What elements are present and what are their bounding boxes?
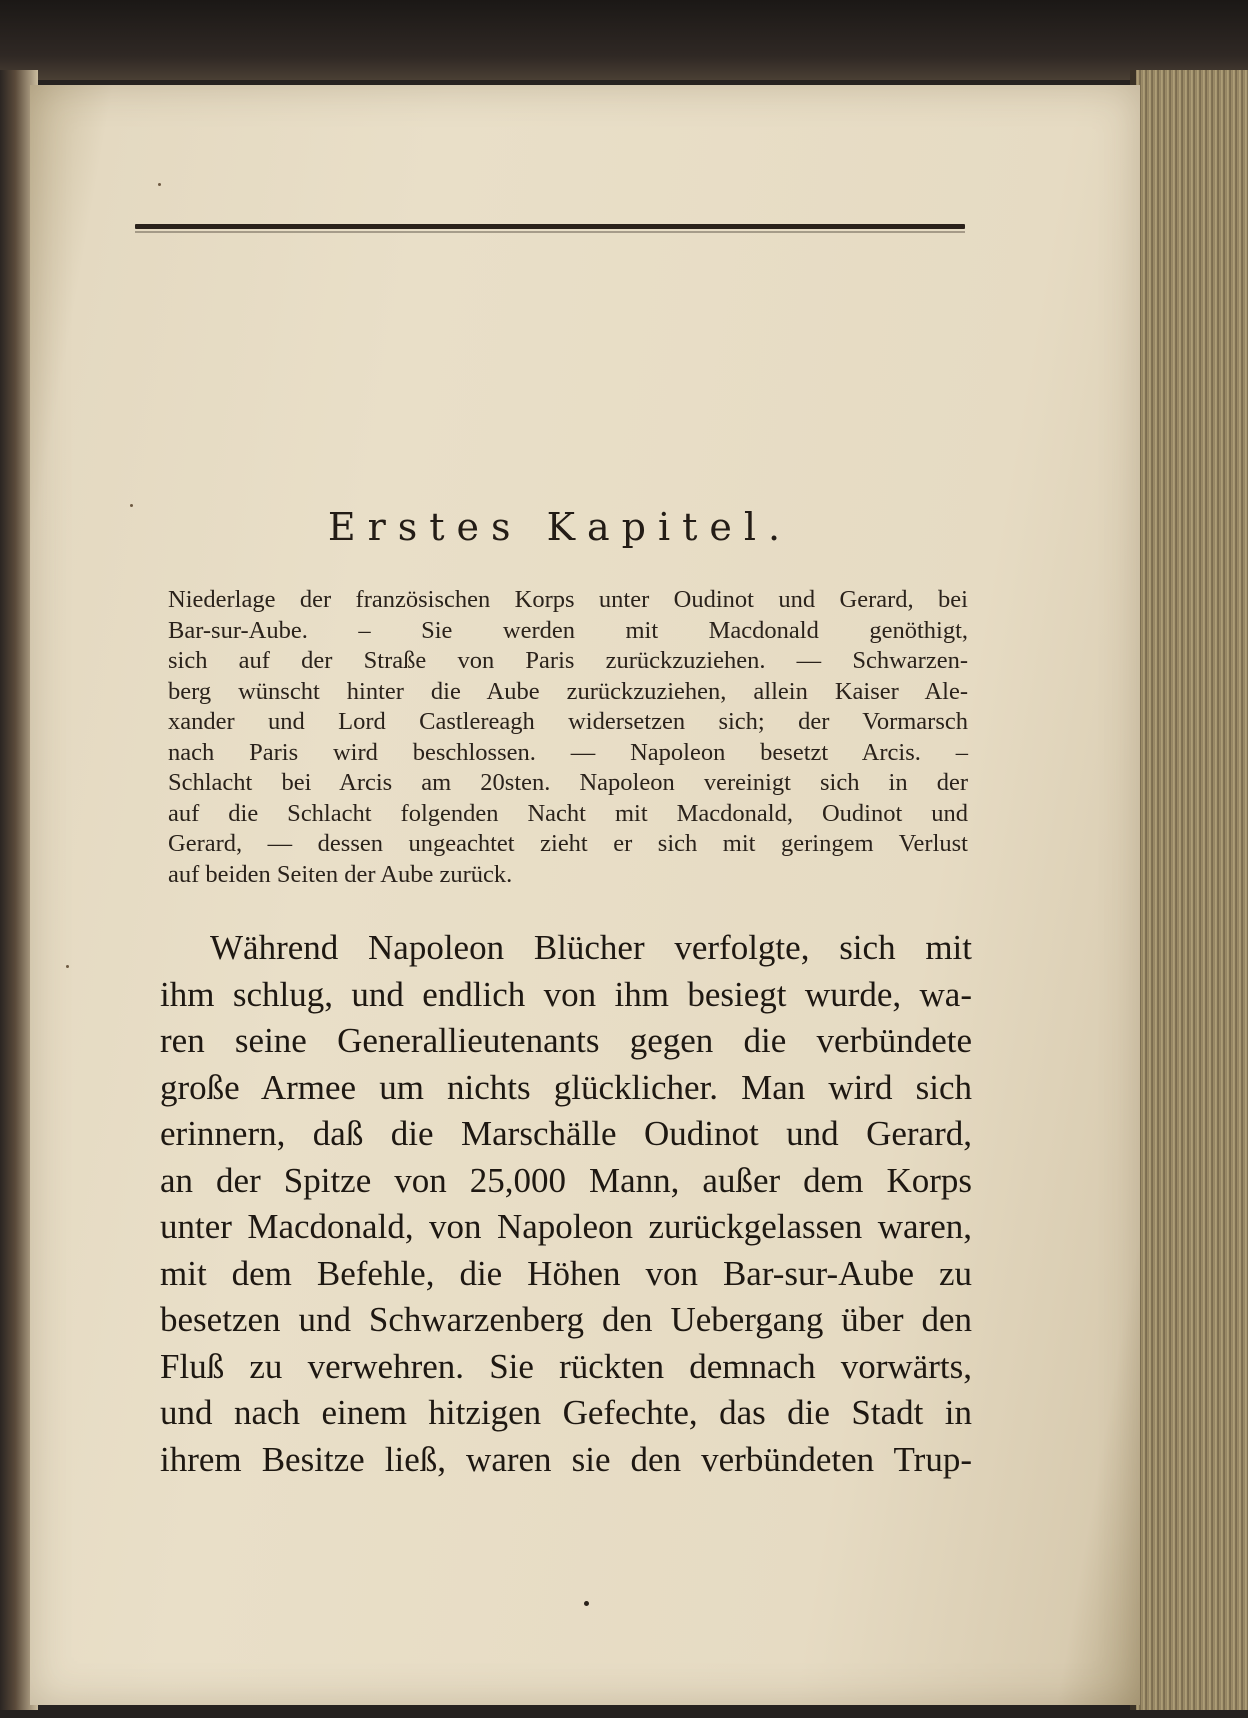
body-line: besetzen und Schwarzenberg den Uebergang über den <box>160 1300 972 1339</box>
summary-line: auf beiden Seiten der Aube zurück. <box>168 860 513 888</box>
body-line: unter Macdonald, von Napoleon zurückgelassen waren, <box>160 1207 972 1246</box>
summary-line: sich auf der Straße von Paris zurückzuziehen. — Schwarzen- <box>168 647 968 674</box>
body-line: große Armee um nichts glücklicher. Man wird sich <box>160 1067 972 1107</box>
body-line: ren seine Generallieutenants gegen die verbündete <box>160 1021 972 1060</box>
scan-background-top <box>0 0 1248 80</box>
book-page <box>30 85 1140 1705</box>
body-line: erinnern, daß die Marschälle Oudinot und Gerard, <box>160 1114 972 1153</box>
summary-line: Schlacht bei Arcis am 20sten. Napoleon vereinigt sich in der <box>168 769 968 796</box>
body-line: ihrem Besitze ließ, waren sie den verbündeten Trup- <box>160 1439 972 1479</box>
header-rule-shadow <box>135 231 965 233</box>
chapter-summary <box>168 585 968 890</box>
header-rule <box>135 224 965 229</box>
paper-speck <box>158 183 161 186</box>
summary-line: Niederlage der französischen Korps unter Oudinot und Gerard, bei <box>168 586 968 613</box>
summary-line: auf die Schlacht folgenden Nacht mit Macdonald, Oudinot und <box>168 799 968 827</box>
summary-line: berg wünscht hinter die Aube zurückzuziehen, allein Kaiser Ale- <box>168 677 968 705</box>
paper-speck <box>66 965 69 968</box>
page-block-edge <box>1130 70 1248 1710</box>
body-line: Während Napoleon Blücher verfolgte, sich mit <box>210 928 972 967</box>
paper-speck <box>130 504 133 507</box>
body-line: Fluß zu verwehren. Sie rückten demnach vorwärts, <box>160 1346 972 1386</box>
body-line: und nach einem hitzigen Gefechte, das die Stadt in <box>160 1393 972 1432</box>
body-line: ihm schlug, und endlich von ihm besiegt wurde, wa- <box>160 974 972 1014</box>
body-line: mit dem Befehle, die Höhen von Bar-sur-Aube zu <box>160 1253 972 1293</box>
summary-line: nach Paris wird beschlossen. — Napoleon besetzt Arcis. – <box>168 738 968 766</box>
summary-line: Gerard, — dessen ungeachtet zieht er sich mit geringem Verlust <box>168 830 968 857</box>
signature-mark <box>584 1601 589 1606</box>
summary-line: xander und Lord Castlereagh widersetzen sich; der Vormarsch <box>168 708 968 735</box>
body-line: an der Spitze von 25,000 Mann, außer dem Korps <box>160 1160 972 1200</box>
body-paragraph <box>160 925 972 1483</box>
summary-line: Bar-sur-Aube. – Sie werden mit Macdonald genöthigt, <box>168 616 968 644</box>
chapter-title: Erstes Kapitel. <box>327 505 793 549</box>
